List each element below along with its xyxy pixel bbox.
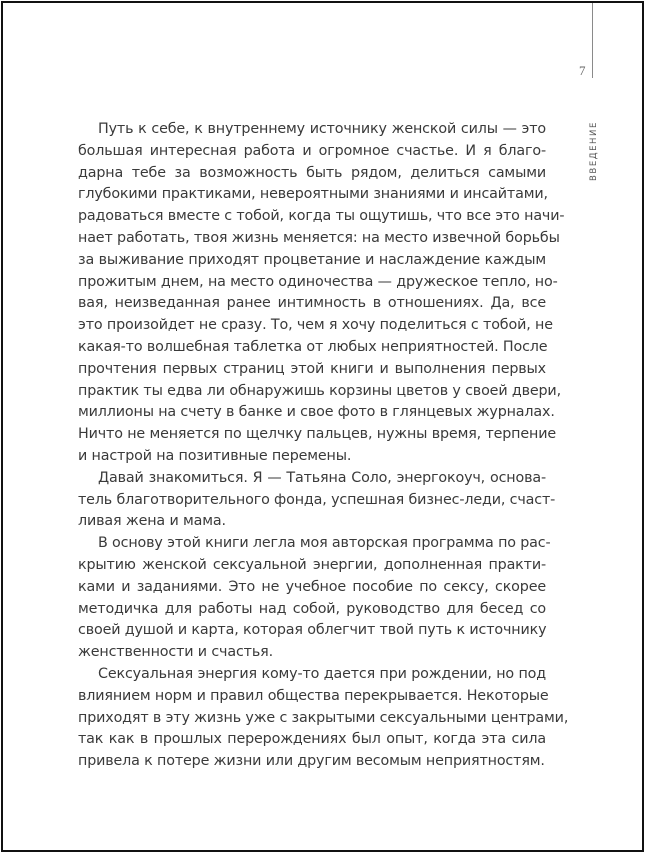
text-line: Ничто не меняется по щелчку пальцев, нужны время, терпение — [78, 426, 557, 443]
text-line: своей душой и карта, которая облегчит твой путь к источнику — [78, 622, 547, 639]
text-line: большая интересная работа и огромное счастье. И я благо- — [78, 142, 546, 159]
page-number: 7 — [579, 63, 586, 78]
paragraph — [78, 468, 556, 533]
body-text — [78, 119, 569, 773]
text-line: радоваться вместе с тобой, когда ты ощутишь, что все это начи- — [78, 208, 565, 225]
text-line: дарна тебе за возможность быть рядом, делиться самыми — [78, 164, 546, 181]
text-line: миллионы на счету в банке и свое фото в глянцевых журналах. — [78, 404, 555, 421]
text-line: какая-то волшебная таблетка от любых неприятностей. После — [78, 338, 548, 355]
text-line: вая, неизведанная ранее интимность в отношениях. Да, все — [78, 295, 546, 312]
text-line: тель благотворительного фонда, успешная бизнес-леди, счаст- — [78, 491, 556, 508]
text-line: за выживание приходят процветание и наслаждение каждым — [78, 251, 546, 268]
text-line: женственности и счастья. — [78, 644, 273, 661]
text-line: практик ты едва ли обнаружишь корзины цветов у своей двери, — [78, 382, 561, 399]
text-line: Сексуальная энергия кому-то дается при рождении, но под — [98, 665, 546, 682]
paragraph — [78, 533, 551, 664]
text-line: нает работать, твоя жизнь меняется: на место извечной борьбы — [78, 229, 560, 246]
text-line: ками и заданиями. Это не учебное пособие по сексу, скорее — [78, 578, 546, 595]
text-line: приходят в эту жизнь уже с закрытыми сексуальными центрами, — [78, 709, 569, 726]
text-line: влиянием норм и правил общества перекрывается. Некоторые — [78, 687, 549, 704]
text-line: ливая жена и мама. — [78, 513, 226, 530]
section-label: ВВЕДЕНИЕ — [589, 121, 599, 181]
text-line: глубокими практиками, невероятными знаниями и инсайтами, — [78, 186, 548, 203]
text-line: и настрой на позитивные перемены. — [78, 447, 352, 464]
text-line: это произойдет не сразу. То, чем я хочу поделиться с тобой, не — [78, 317, 553, 334]
text-line: привела к потере жизни или другим весомым неприятностям. — [78, 753, 545, 770]
book-page — [1, 1, 644, 852]
text-line: методичка для работы над собой, руководство для бесед со — [78, 600, 546, 617]
text-line: Давай знакомиться. Я — Татьяна Соло, энергокоуч, основа- — [98, 469, 546, 486]
text-line: так как в прошлых перерождениях был опыт, когда эта сила — [78, 731, 546, 748]
text-line: крытию женской сексуальной энергии, дополненная практи- — [78, 556, 546, 573]
text-line: В основу этой книги легла моя авторская программа по рас- — [98, 535, 551, 552]
text-line: прочтения первых страниц этой книги и выполнения первых — [78, 360, 546, 377]
text-line: Путь к себе, к внутреннему источнику женской силы — это — [98, 121, 546, 137]
paragraph — [78, 664, 569, 773]
text-line: прожитым днем, на место одиночества — дружеское тепло, но- — [78, 273, 558, 290]
paragraph — [78, 119, 565, 468]
header-rule — [592, 3, 593, 78]
